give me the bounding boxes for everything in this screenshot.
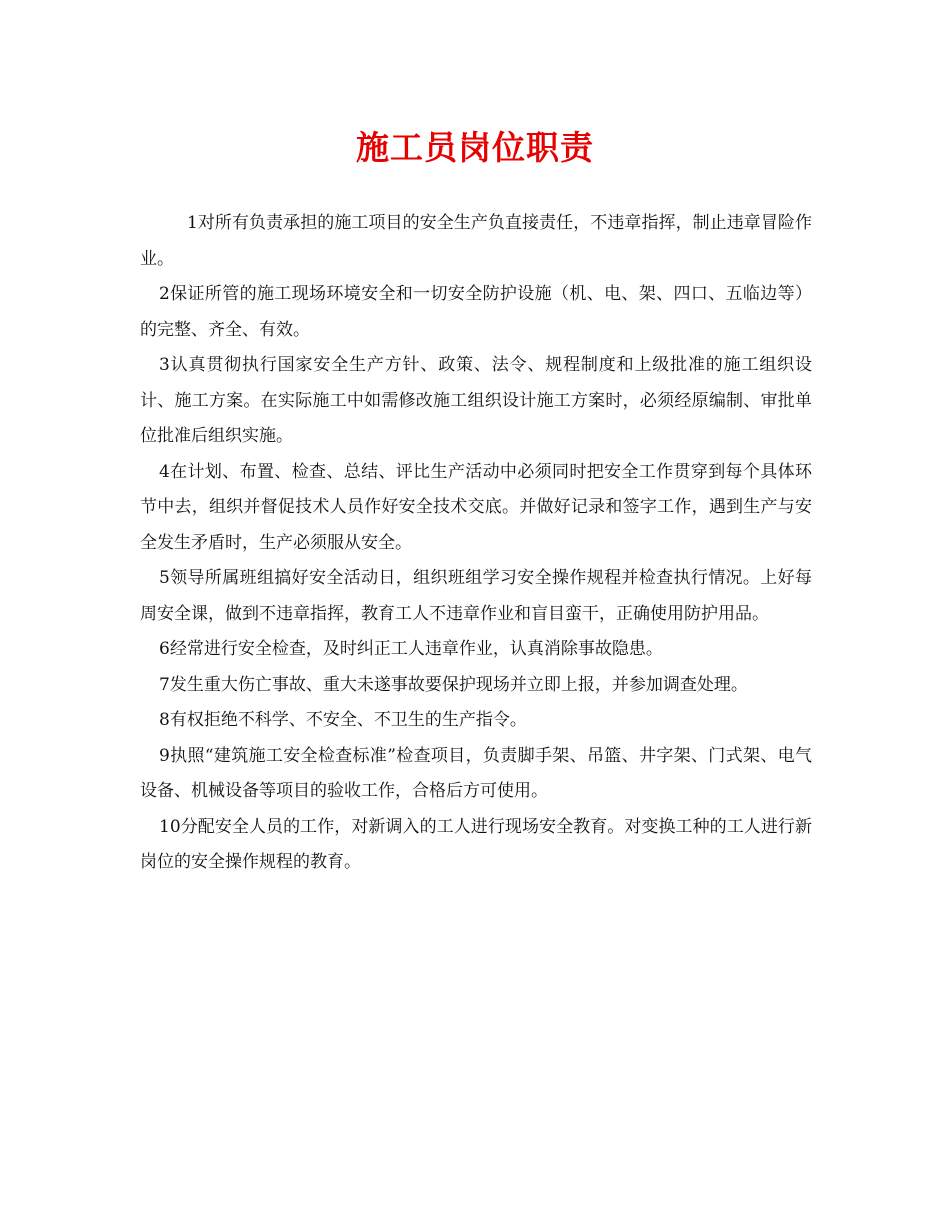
duty-item-5: 5领导所属班组搞好安全活动日，组织班组学习安全操作规程并检查执行情况。上好每周安全课，做到不违章指挥，教育工人不违章作业和盲目蛮干，正确使用防护用品。 (140, 568, 812, 624)
duty-item-7: 7发生重大伤亡事故、重大未遂事故要保护现场并立即上报，并参加调查处理。 (159, 674, 748, 695)
duty-item-1: 1对所有负责承担的施工项目的安全生产负直接责任，不违章指挥，制止违章冒险作业。 (140, 213, 812, 269)
duty-item-3: 3认真贯彻执行国家安全生产方针、政策、法令、规程制度和上级批准的施工组织设计、施工方案。在实际施工中如需修改施工组织设计施工方案时，必须经原编制、审批单位批准后组织实施。 (140, 355, 812, 446)
duty-item-2: 2保证所管的施工现场环境安全和一切安全防护设施（机、电、架、四口、五临边等）的完整、齐全、有效。 (140, 284, 812, 340)
duty-item-4: 4在计划、布置、检查、总结、评比生产活动中必须同时把安全工作贯穿到每个具体环节中去，组织并督促技术人员作好安全技术交底。并做好记录和签字工作，遇到生产与安全发生矛盾时，生产必须服从安全。 (140, 461, 812, 553)
duty-item-10: 10分配安全人员的工作，对新调入的工人进行现场安全教育。对变换工种的工人进行新岗位的安全操作规程的教育。 (140, 816, 812, 872)
duty-item-6: 6经常进行安全检查，及时纠正工人违章作业，认真消除事故隐患。 (159, 639, 663, 659)
document-body (140, 206, 812, 881)
document-title: 施工员岗位职责 (356, 128, 594, 167)
duty-item-9: 9执照“建筑施工安全检查标准”检查项目，负责脚手架、吊篮、井字架、门式架、电气设备、机械设备等项目的验收工作，合格后方可使用。 (140, 745, 812, 801)
duty-item-8: 8有权拒绝不科学、不安全、不卫生的生产指令。 (159, 710, 527, 730)
